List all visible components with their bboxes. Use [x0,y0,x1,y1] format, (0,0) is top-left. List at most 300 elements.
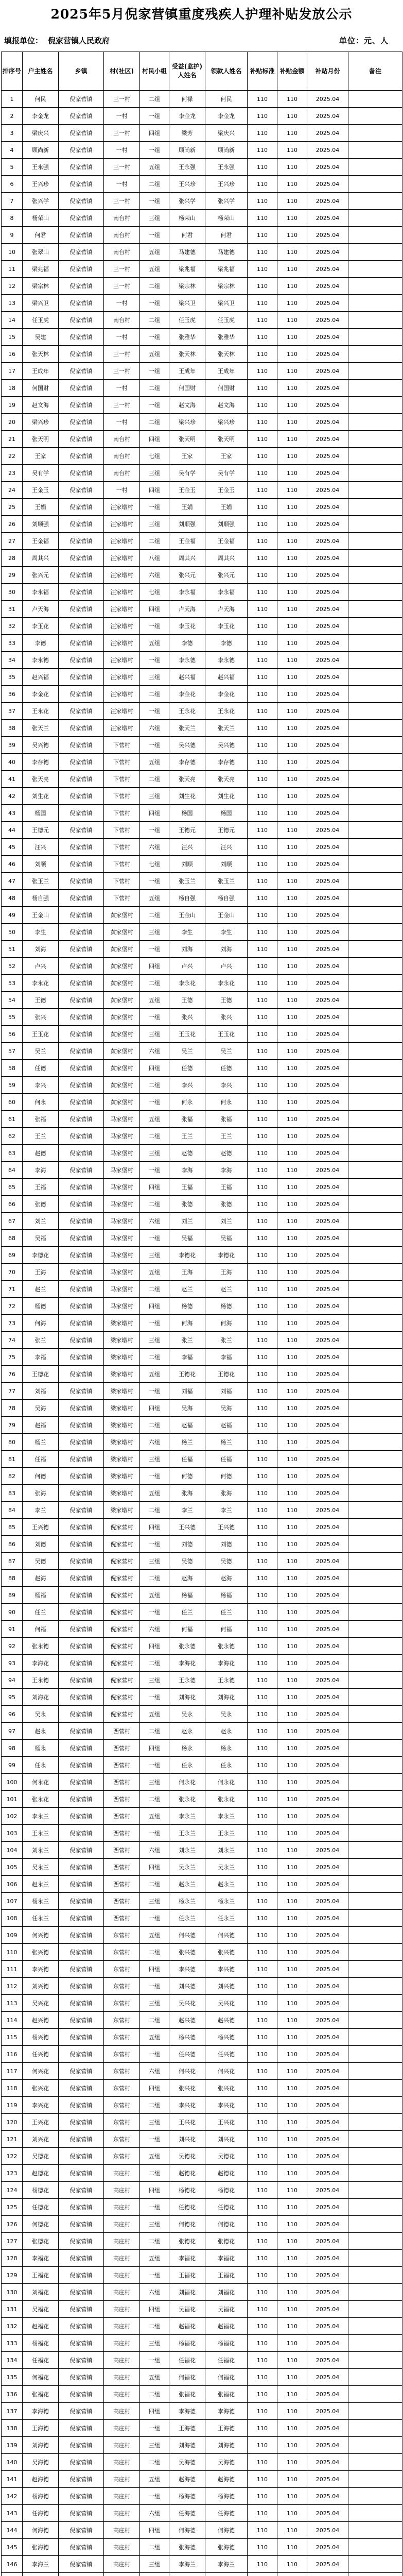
standard-cell: 110 [248,1281,277,1298]
village-cell: 倪家营村 [104,1553,140,1570]
group-cell: 四组 [140,1961,169,1978]
beneficiary-cell: 李海 [169,1162,205,1179]
group-cell: 三组 [140,210,169,227]
household-head: 李存德 [23,754,59,771]
row-number: 100 [2,1774,23,1791]
group-cell: 五组 [140,2250,169,2267]
month-cell: 2025.04 [307,2114,348,2131]
month-cell: 2025.04 [307,2284,348,2301]
note-cell [348,2250,402,2267]
row-number: 92 [2,1638,23,1655]
payee-cell: 刘顺强 [205,516,248,533]
household-head: 刘福花 [23,2284,59,2301]
village-cell: 东营村 [104,2148,140,2165]
town-cell: 倪家营镇 [59,227,104,244]
household-head: 赵德花 [23,2165,59,2182]
group-cell: 二组 [140,1876,169,1893]
table-row [2,2539,402,2556]
table-row [2,1383,402,1400]
note-cell [348,1672,402,1689]
group-cell: 二组 [140,533,169,550]
table-row [2,686,402,703]
row-number: 47 [2,873,23,890]
row-number: 97 [2,1723,23,1740]
table-row [2,2505,402,2522]
payee-cell: 张雅华 [205,329,248,346]
month-cell: 2025.04 [307,2386,348,2403]
town-cell: 倪家营镇 [59,941,104,958]
month-cell: 2025.04 [307,1519,348,1536]
household-head: 吴永兰 [23,1859,59,1876]
payee-cell: 赵永 [205,1723,248,1740]
household-head: 何福花 [23,2369,59,2386]
household-head: 任海德 [23,2505,59,2522]
payee-cell: 吴海 [205,1400,248,1417]
table-row [2,1094,402,1111]
payee-cell: 任福 [205,1451,248,1468]
note-cell [348,295,402,312]
household-head: 王永德 [23,1672,59,1689]
table-row [2,2352,402,2369]
month-cell: 2025.04 [307,686,348,703]
beneficiary-cell: 王海德 [169,2420,205,2437]
row-number: 58 [2,1060,23,1077]
town-cell: 倪家营镇 [59,346,104,363]
amount-cell: 110 [277,2233,307,2250]
note-cell [348,1910,402,1927]
month-cell: 2025.04 [307,2063,348,2080]
group-cell: 二组 [140,1655,169,1672]
village-cell: 汪家墩村 [104,550,140,567]
month-cell: 2025.04 [307,1604,348,1621]
village-cell: 一村 [104,380,140,397]
amount-cell: 110 [277,1196,307,1213]
household-head: 张兴花 [23,2080,59,2097]
group-cell: 一组 [140,108,169,125]
beneficiary-cell: 何德 [169,1468,205,1485]
household-head: 刘海德 [23,2437,59,2454]
standard-cell: 110 [248,737,277,754]
household-head: 王家 [23,448,59,465]
note-cell [348,2556,402,2573]
month-cell: 2025.04 [307,1706,348,1723]
table-row [2,1400,402,1417]
table-row [2,193,402,210]
payee-cell: 赵福 [205,1417,248,1434]
village-cell: 东营村 [104,2063,140,2080]
month-cell: 2025.04 [307,1077,348,1094]
amount-cell: 110 [277,1128,307,1145]
household-head: 杨兰 [23,1434,59,1451]
table-row [2,2233,402,2250]
table-row [2,924,402,941]
town-cell: 倪家营镇 [59,907,104,924]
standard-cell: 110 [248,1434,277,1451]
group-cell: 一组 [140,2046,169,2063]
town-cell: 倪家营镇 [59,1740,104,1757]
village-cell: 南台村 [104,448,140,465]
group-cell: 五组 [140,1927,169,1944]
table-row [2,380,402,397]
town-cell: 倪家营镇 [59,1536,104,1553]
group-cell: 三组 [140,516,169,533]
payee-cell: 吴永兰 [205,1859,248,1876]
note-cell [348,1111,402,1128]
group-cell: 一组 [140,737,169,754]
table-row [2,1349,402,1366]
month-cell: 2025.04 [307,1621,348,1638]
village-cell: 黄家堡村 [104,924,140,941]
town-cell: 倪家营镇 [59,1961,104,1978]
standard-cell: 110 [248,2216,277,2233]
month-cell: 2025.04 [307,1553,348,1570]
group-cell: 一组 [140,941,169,958]
beneficiary-cell [169,2573,205,2576]
table-row [2,1995,402,2012]
standard-cell: 110 [248,142,277,159]
subsidy-table [1,52,402,2576]
household-head: 任兴德 [23,2046,59,2063]
table-row [2,329,402,346]
household-head: 王海 [23,1264,59,1281]
town-cell: 倪家营镇 [59,2522,104,2539]
month-cell: 2025.04 [307,397,348,414]
payee-cell: 杨永 [205,1740,248,1757]
note-cell [348,1230,402,1247]
amount-cell: 110 [277,431,307,448]
village-cell: 高庄村 [104,2267,140,2284]
standard-cell: 110 [248,822,277,839]
beneficiary-cell: 李永花 [169,975,205,992]
household-head: 张德花 [23,2233,59,2250]
standard-cell: 110 [248,2250,277,2267]
amount-cell: 110 [277,1978,307,1995]
row-number: 25 [2,499,23,516]
table-row [2,1502,402,1519]
household-head: 梁兴卫 [23,295,59,312]
household-head: 张永德 [23,1638,59,1655]
amount-cell: 110 [277,941,307,958]
standard-cell: 110 [248,2318,277,2335]
month-cell: 2025.04 [307,465,348,482]
month-cell: 2025.04 [307,2352,348,2369]
table-row [2,788,402,805]
note-cell [348,1060,402,1077]
standard-cell: 110 [248,2199,277,2216]
beneficiary-cell: 张兴元 [169,567,205,584]
table-body [2,91,402,2576]
row-number: 127 [2,2233,23,2250]
month-cell: 2025.04 [307,805,348,822]
standard-cell: 110 [248,1978,277,1995]
household-head: 何海 [23,1315,59,1332]
amount-cell: 110 [277,1213,307,1230]
group-cell: 二组 [140,686,169,703]
town-cell: 倪家营镇 [59,176,104,193]
household-head: 任兰 [23,1604,59,1621]
household-head: 张福 [23,1111,59,1128]
standard-cell: 110 [248,1468,277,1485]
note-cell [348,1400,402,1417]
town-cell: 倪家营镇 [59,295,104,312]
row-number: 123 [2,2165,23,2182]
town-cell: 倪家营镇 [59,771,104,788]
month-cell: 2025.04 [307,295,348,312]
note-cell [348,329,402,346]
village-cell: 东营村 [104,2097,140,2114]
town-cell: 倪家营镇 [59,2335,104,2352]
row-number: 43 [2,805,23,822]
household-head: 张德 [23,1196,59,1213]
payee-cell: 王永强 [205,159,248,176]
amount-cell: 110 [277,1621,307,1638]
household-head: 梁兴珍 [23,414,59,431]
table-row [2,1774,402,1791]
group-cell: 二组 [140,176,169,193]
household-head: 吴海 [23,1400,59,1417]
standard-cell: 110 [248,635,277,652]
group-cell: 二组 [140,91,169,108]
table-row [2,363,402,380]
note-cell [348,1519,402,1536]
village-cell: 东营村 [104,1944,140,1961]
note-cell [348,1927,402,1944]
month-cell: 2025.04 [307,737,348,754]
table-row [2,1978,402,1995]
note-cell [348,2182,402,2199]
village-cell: 汪家墩村 [104,652,140,669]
table-row [2,2029,402,2046]
standard-cell: 110 [248,1961,277,1978]
household-head: 张兴德 [23,1944,59,1961]
table-row [2,720,402,737]
group-cell: 七组 [140,584,169,601]
village-cell: 倪家营村 [104,1621,140,1638]
table-row [2,1111,402,1128]
village-cell: 高庄村 [104,2556,140,2573]
note-cell [348,227,402,244]
household-head: 杨德 [23,1298,59,1315]
amount-cell: 110 [277,686,307,703]
payee-cell: 刘德 [205,1536,248,1553]
note-cell [348,261,402,278]
household-head: 任德 [23,1060,59,1077]
row-number: 38 [2,720,23,737]
village-cell: 下营村 [104,805,140,822]
payee-cell: 张兴 [205,1009,248,1026]
payee-cell: 张永德 [205,1638,248,1655]
town-cell: 倪家营镇 [59,2267,104,2284]
month-cell: 2025.04 [307,1213,348,1230]
standard-cell: 110 [248,1315,277,1332]
amount-cell: 110 [277,2318,307,2335]
payee-cell: 梁兴卫 [205,295,248,312]
note-cell [348,1842,402,1859]
beneficiary-cell: 杨国 [169,805,205,822]
village-cell: 东营村 [104,2012,140,2029]
amount-cell: 110 [277,2063,307,2080]
table-row [2,1026,402,1043]
payee-cell: 梁兴珍 [205,414,248,431]
month-cell: 2025.04 [307,1757,348,1774]
household-head: 王娟 [23,499,59,516]
amount-cell: 110 [277,1451,307,1468]
table-row [2,1060,402,1077]
beneficiary-cell: 任福 [169,1451,205,1468]
month-cell: 2025.04 [307,499,348,516]
household-head: 王兴珍 [23,176,59,193]
village-cell: 高庄村 [104,2454,140,2471]
note-cell [348,2233,402,2250]
beneficiary-cell: 吴兴德 [169,737,205,754]
note-cell [348,159,402,176]
note-cell [348,516,402,533]
payee-cell: 张天明 [205,431,248,448]
village-cell: 西营村 [104,1876,140,1893]
group-cell: 一组 [140,618,169,635]
amount-cell: 110 [277,1689,307,1706]
household-head: 卢兴 [23,958,59,975]
town-cell: 倪家营镇 [59,261,104,278]
group-cell: 一组 [140,1230,169,1247]
row-number: 20 [2,414,23,431]
amount-cell: 110 [277,1468,307,1485]
payee-cell: 张福花 [205,2386,248,2403]
row-number: 86 [2,1536,23,1553]
table-row [2,601,402,618]
standard-cell: 110 [248,1570,277,1587]
row-number: 136 [2,2386,23,2403]
village-cell: 梁家墩村 [104,1434,140,1451]
month-cell: 2025.04 [307,1876,348,1893]
standard-cell: 110 [248,1400,277,1417]
village-cell: 一村 [104,176,140,193]
group-cell: 五组 [140,1111,169,1128]
household-head: 赵文海 [23,397,59,414]
row-number: 139 [2,2437,23,2454]
note-cell [348,1791,402,1808]
standard-cell: 110 [248,567,277,584]
group-cell: 一组 [140,822,169,839]
month-cell [307,2573,348,2576]
village-cell: 下营村 [104,754,140,771]
group-cell: 六组 [140,1213,169,1230]
household-head: 杨自强 [23,890,59,907]
group-cell: 五组 [140,244,169,261]
village-cell: 西营村 [104,1893,140,1910]
standard-cell: 110 [248,261,277,278]
column-header: 户主姓名 [23,52,59,91]
row-number: 24 [2,482,23,499]
table-row [2,397,402,414]
beneficiary-cell: 刘顺强 [169,516,205,533]
amount-cell: 110 [277,2267,307,2284]
beneficiary-cell: 王永花 [169,703,205,720]
month-cell: 2025.04 [307,159,348,176]
payee-cell: 任玉虎 [205,312,248,329]
standard-cell: 110 [248,924,277,941]
village-cell: 汪家墩村 [104,618,140,635]
town-cell: 倪家营镇 [59,686,104,703]
row-number: 103 [2,1825,23,1842]
table-row [2,2046,402,2063]
town-cell: 倪家营镇 [59,1825,104,1842]
note-cell [348,210,402,227]
standard-cell: 110 [248,1655,277,1672]
table-row [2,992,402,1009]
group-cell: 一组 [140,142,169,159]
month-cell: 2025.04 [307,1366,348,1383]
standard-cell: 110 [248,2267,277,2284]
amount-cell: 110 [277,1757,307,1774]
standard-cell: 110 [248,1825,277,1842]
month-cell: 2025.04 [307,1536,348,1553]
payee-cell: 任永兰 [205,1910,248,1927]
village-cell: 马家堡村 [104,1247,140,1264]
household-head: 赵德 [23,1145,59,1162]
beneficiary-cell: 李兰 [169,1502,205,1519]
beneficiary-cell: 李德花 [169,1247,205,1264]
town-cell: 倪家营镇 [59,1978,104,1995]
row-number: 69 [2,1247,23,1264]
household-head: 张兴学 [23,193,59,210]
town-cell: 倪家营镇 [59,1247,104,1264]
village-cell: 三一村 [104,91,140,108]
note-cell [348,2437,402,2454]
note-cell [348,108,402,125]
table-row [2,2488,402,2505]
standard-cell: 110 [248,312,277,329]
column-header: 村(社区) [104,52,140,91]
month-cell: 2025.04 [307,125,348,142]
month-cell: 2025.04 [307,2029,348,2046]
village-cell: 一村 [104,329,140,346]
group-cell: 一组 [140,2352,169,2369]
payee-cell: 王兴德 [205,1519,248,1536]
village-cell: 高庄村 [104,2250,140,2267]
standard-cell: 110 [248,1196,277,1213]
village-cell: 西营村 [104,1910,140,1927]
note-cell [348,431,402,448]
amount-cell: 110 [277,1808,307,1825]
row-number: 67 [2,1213,23,1230]
household-head: 刘兴花 [23,2131,59,2148]
note-cell [348,1485,402,1502]
household-head: 张海 [23,1485,59,1502]
column-header: 乡镇 [59,52,104,91]
payee-cell: 张兴德 [205,1944,248,1961]
village-cell: 东营村 [104,1995,140,2012]
beneficiary-cell: 吴兴花 [169,1995,205,2012]
group-cell: 五组 [140,992,169,1009]
payee-cell [205,2573,248,2576]
standard-cell: 110 [248,1672,277,1689]
beneficiary-cell: 张福 [169,1111,205,1128]
village-cell: 黄家堡村 [104,1077,140,1094]
town-cell: 倪家营镇 [59,737,104,754]
group-cell: 五组 [140,159,169,176]
town-cell: 倪家营镇 [59,805,104,822]
row-number: 14 [2,312,23,329]
group-cell: 五组 [140,2029,169,2046]
month-cell: 2025.04 [307,1485,348,1502]
amount-cell: 110 [277,856,307,873]
payee-cell: 任兴德 [205,2046,248,2063]
month-cell: 2025.04 [307,1978,348,1995]
group-cell: 二组 [140,1281,169,1298]
payee-cell: 赵海德 [205,2471,248,2488]
village-cell: 高庄村 [104,2403,140,2420]
